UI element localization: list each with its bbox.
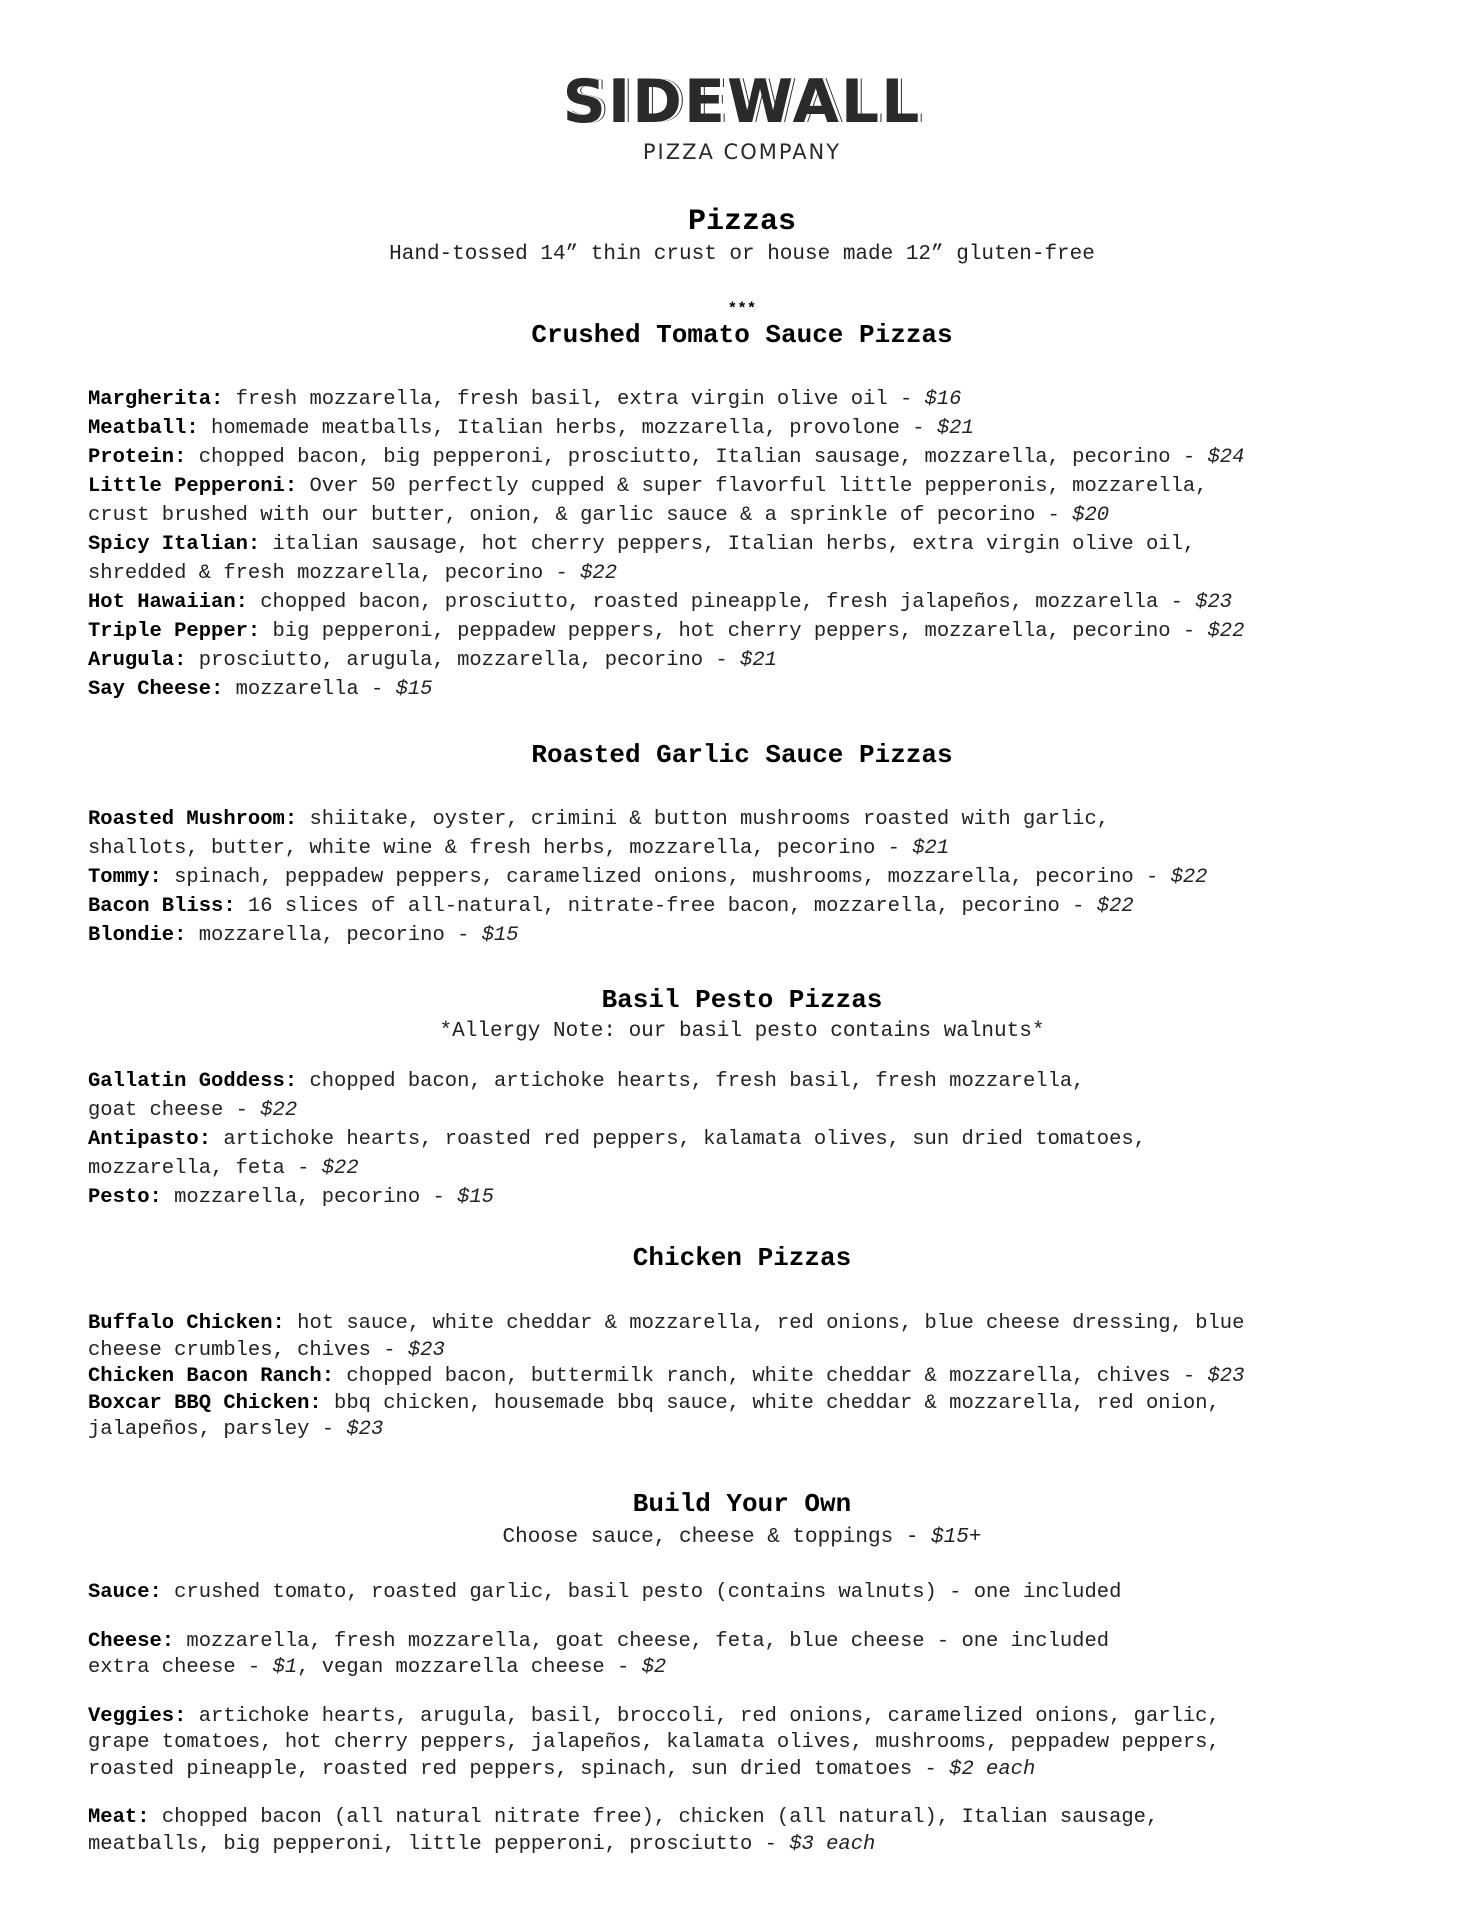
section-title-garlic: Roasted Garlic Sauce Pizzas [531,740,953,770]
item-name: Blondie: [88,924,187,947]
menu-item [88,414,1418,443]
item-price: $15 [457,1186,494,1209]
menu-item [88,863,1418,892]
item-name: Arugula: [88,649,187,672]
section-title-crushed: Crushed Tomato Sauce Pizzas [531,320,953,350]
menu-item [88,1067,1418,1125]
menu-item [88,1805,1418,1858]
menu-item [88,1364,1418,1391]
menu-item [88,530,1418,588]
item-price: $22 [260,1099,298,1122]
item-name: Margherita: [88,388,224,411]
item-price: $15 [481,924,519,947]
item-description: spinach, peppadew peppers, caramelized onions, mushrooms, mozzarella, pecorino - [161,866,1171,889]
item-price: $22 [1096,895,1134,918]
item-description: Over 50 perfectly cupped & super flavorful little pepperonis, mozzarella, crust brushed with our butter, onion, & garlic sauce & a sprinkle of pecorino - [88,475,1208,527]
item-description: chopped bacon, artichoke hearts, fresh basil, fresh mozzarella, goat cheese - [88,1070,1085,1122]
item-description: fresh mozzarella, fresh basil, extra virgin olive oil - [223,388,925,411]
item-price: $23 [407,1338,445,1362]
item-description: 16 slices of all-natural, nitrate-free bacon, mozzarella, pecorino - [235,895,1097,918]
item-name: Meatball: [88,417,199,440]
section-items-chicken [88,1311,1418,1444]
menu-item [88,385,1418,414]
section-items-garlic [88,805,1418,950]
item-price: $23 [346,1418,384,1441]
item-name: Pesto: [88,1186,162,1209]
section-title-byo: Build Your Own [632,1489,852,1519]
item-name: Tommy: [88,866,162,889]
item-description: crushed tomato, roasted garlic, basil pesto (contains walnuts) - one included [161,1581,1122,1604]
menu-item [88,921,1418,950]
logo-wordmark: SIDEWALL [562,67,922,137]
item-price: $21 [740,649,777,672]
item-price: $2 each [949,1757,1036,1781]
item-description: chopped bacon, prosciutto, roasted pineapple, fresh jalapeños, mozzarella - [247,591,1196,614]
item-description: hot sauce, white cheddar & mozzarella, red onions, blue cheese dressing, blue cheese crumbles, chives - [88,1312,1245,1362]
section-items-byo [88,1580,1418,1858]
item-name: Sauce: [88,1581,162,1604]
item-name: Chicken Bacon Ranch: [88,1365,335,1388]
item-description: chopped bacon, buttermilk ranch, white cheddar & mozzarella, chives - [334,1365,1208,1388]
item-name: Spicy Italian: [88,533,261,556]
menu-item [88,646,1418,675]
item-price: $22 [580,562,617,585]
menu-item [88,472,1418,530]
item-price: $16 [924,388,962,411]
item-price: $15 [395,678,433,701]
item-name: Say Cheese: [88,678,224,701]
menu-item [88,1629,1418,1682]
item-price: $23 [1195,591,1233,614]
byo-note-price: $15+ [931,1526,982,1549]
allergy-note: *Allergy Note: our basil pesto contains walnuts* [439,1020,1045,1043]
item-name: Hot Hawaiian: [88,591,248,614]
item-name: Bacon Bliss: [88,895,236,918]
menu-item [88,675,1418,704]
item-description: artichoke hearts, roasted red peppers, kalamata olives, sun dried tomatoes, mozzarella, feta - [88,1128,1146,1180]
item-name: Boxcar BBQ Chicken: [88,1391,322,1415]
item-description: mozzarella, fresh mozzarella, goat cheese, feta, blue cheese - one included extra cheese - [88,1629,1110,1679]
item-description: mozzarella - [223,678,396,701]
menu-item [88,1183,1418,1212]
item-price: $22 [1207,620,1245,643]
item-name: Antipasto: [88,1128,212,1151]
item-price: $23 [1207,1365,1245,1388]
item-description: italian sausage, hot cherry peppers, Italian herbs, extra virgin olive oil, shredded & fresh mozzarella, pecorino - [88,533,1196,585]
menu-item [88,1311,1418,1364]
page-subtitle: Hand-tossed 14” thin crust or house made 12” gluten-free [389,243,1095,266]
menu-item [88,892,1418,921]
section-title-pesto: Basil Pesto Pizzas [601,985,883,1015]
menu-item [88,805,1418,863]
item-description: bbq chicken, housemade bbq sauce, white cheddar & mozzarella, red onion, jalapeños, parsley - [88,1391,1220,1441]
item-description: artichoke hearts, arugula, basil, broccoli, red onions, caramelized onions, garlic, grape tomatoes, hot cherry peppers, jalapeños, kalamata olives, mushrooms, peppadew peppers, roasted pineapple, roasted red peppers, spinach, sun dried tomatoes - [88,1704,1220,1781]
menu-item [88,1391,1418,1444]
item-price: $3 each [789,1832,876,1856]
divider: *** [727,300,757,318]
byo-note-text: Choose sauce, cheese & toppings - [502,1526,932,1549]
menu-item [88,1704,1418,1784]
item-price: $22 [321,1157,359,1180]
item-name: Little Pepperoni: [88,475,298,498]
menu-item [88,617,1418,646]
item-description: chopped bacon, big pepperoni, prosciutto, Italian sausage, mozzarella, pecorino - [186,446,1208,469]
item-price: $1 [272,1656,298,1679]
item-price: $20 [1072,504,1110,527]
item-description: , vegan mozzarella cheese - [297,1656,642,1679]
item-description: homemade meatballs, Italian herbs, mozzarella, provolone - [198,417,937,440]
logo [0,67,1484,164]
item-description: big pepperoni, peppadew peppers, hot cherry peppers, mozzarella, pecorino - [260,620,1208,643]
logo-subtitle: PIZZA COMPANY [642,140,842,164]
page-title: Pizzas [687,205,797,239]
item-price: $22 [1170,866,1208,889]
item-name: Triple Pepper: [88,620,261,643]
item-description: chopped bacon (all natural nitrate free), chicken (all natural), Italian sausage, meatballs, big pepperoni, little pepperoni, prosciutto - [88,1806,1159,1856]
item-name: Buffalo Chicken: [88,1312,285,1335]
menu-item [88,588,1418,617]
menu-item [88,443,1418,472]
item-name: Roasted Mushroom: [88,808,298,831]
item-description: prosciutto, arugula, mozzarella, pecorino - [186,649,741,672]
item-description: shiitake, oyster, crimini & button mushrooms roasted with garlic, shallots, butter, white wine & fresh herbs, mozzarella, pecorino - [88,808,1110,860]
item-description: mozzarella, pecorino - [161,1186,458,1209]
item-name: Meat: [88,1806,150,1829]
byo-note [0,1526,1484,1549]
section-items-pesto [88,1067,1418,1212]
section-items-crushed [88,385,1418,704]
item-name: Cheese: [88,1629,175,1653]
menu-item [88,1580,1418,1607]
item-name: Protein: [88,446,187,469]
menu-item [88,1125,1418,1183]
item-price: $21 [936,417,974,440]
item-description: mozzarella, pecorino - [186,924,482,947]
item-price: $24 [1207,446,1245,469]
item-name: Veggies: [88,1704,187,1728]
item-name: Gallatin Goddess: [88,1070,298,1093]
section-title-chicken: Chicken Pizzas [632,1243,852,1273]
item-price: $21 [912,837,950,860]
item-price: $2 [641,1656,667,1679]
